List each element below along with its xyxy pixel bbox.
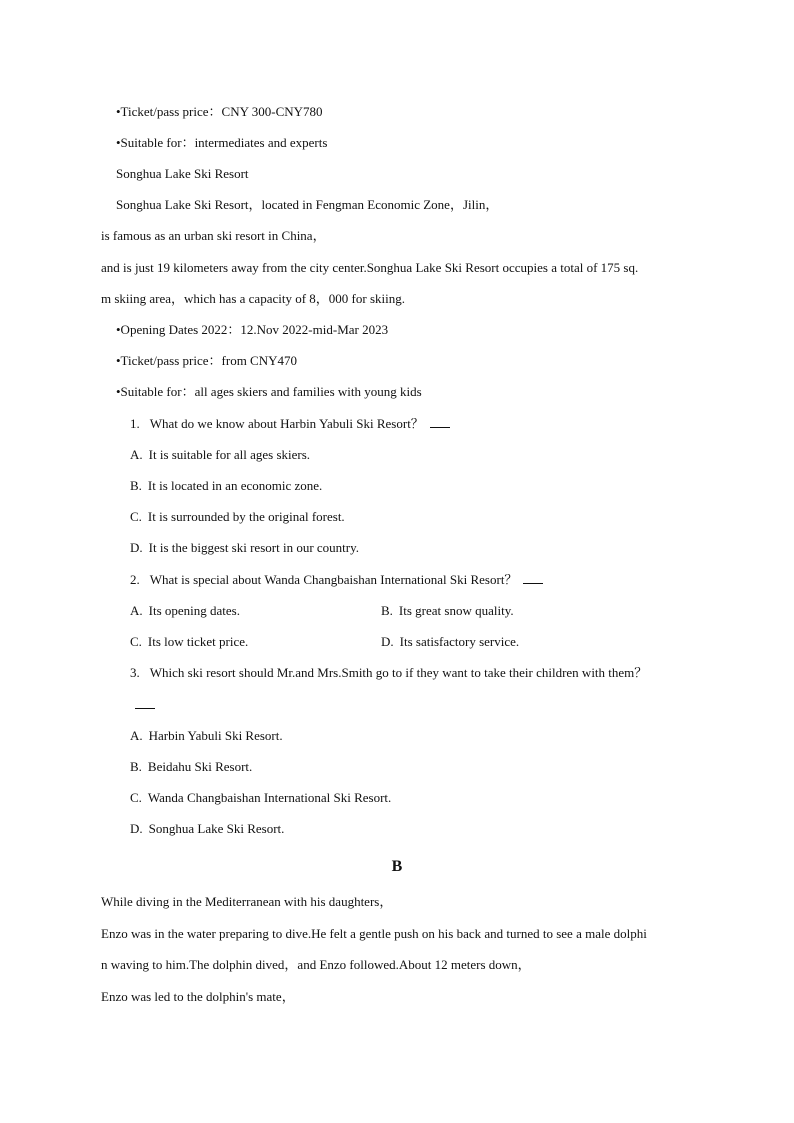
option-letter: D. xyxy=(130,540,143,555)
yabuli-price: •Ticket/pass price：CNY 300-CNY780 xyxy=(116,104,323,119)
option-text: Its opening dates. xyxy=(148,603,240,618)
q2-option-c[interactable] xyxy=(130,634,248,650)
question-1 xyxy=(130,416,450,432)
q1-option-c[interactable] xyxy=(130,509,345,525)
option-text: Harbin Yabuli Ski Resort. xyxy=(148,728,283,743)
option-letter: A. xyxy=(130,447,143,462)
option-text: Wanda Changbaishan International Ski Resort. xyxy=(147,790,392,805)
answer-blank[interactable] xyxy=(430,416,450,428)
option-letter: B. xyxy=(381,603,393,618)
answer-blank[interactable] xyxy=(135,697,155,709)
option-text: Beidahu Ski Resort. xyxy=(147,759,253,774)
option-text: Its satisfactory service. xyxy=(399,634,520,649)
option-text: Songhua Lake Ski Resort. xyxy=(148,821,285,836)
question-3 xyxy=(130,665,647,681)
q3-option-c[interactable] xyxy=(130,790,391,806)
q1-option-d[interactable] xyxy=(130,540,359,556)
question-2 xyxy=(130,572,543,588)
option-letter: D. xyxy=(381,634,394,649)
passage-line-2: Enzo was in the water preparing to dive.He felt a gentle push on his back and turned to see a male dolphi xyxy=(101,926,647,941)
q3-option-b[interactable] xyxy=(130,759,252,775)
option-letter: C. xyxy=(130,634,142,649)
section-heading: B xyxy=(391,858,403,875)
question-number: 1. xyxy=(130,416,140,431)
option-letter: A. xyxy=(130,603,143,618)
option-letter: B. xyxy=(130,759,142,774)
question-text: What do we know about Harbin Yabuli Ski Resort？ xyxy=(149,416,424,431)
option-letter: A. xyxy=(130,728,143,743)
q2-option-b[interactable] xyxy=(381,603,514,619)
songhua-dates: •Opening Dates 2022：12.Nov 2022-mid-Mar 2023 xyxy=(116,322,389,337)
q2-option-d[interactable] xyxy=(381,634,519,650)
q3-option-d[interactable] xyxy=(130,821,284,837)
passage-line-3: n waving to him.The dolphin dived，and Enzo followed.About 12 meters down， xyxy=(101,957,531,972)
songhua-suitable: •Suitable for：all ages skiers and families with young kids xyxy=(116,384,422,399)
question-number: 2. xyxy=(130,572,140,587)
q1-option-b[interactable] xyxy=(130,478,322,494)
yabuli-suitable: •Suitable for：intermediates and experts xyxy=(116,135,328,150)
option-text: It is suitable for all ages skiers. xyxy=(148,447,311,462)
songhua-title: Songhua Lake Ski Resort xyxy=(116,166,249,181)
option-text: It is surrounded by the original forest. xyxy=(147,509,345,524)
passage-line-4: Enzo was led to the dolphin's mate， xyxy=(101,989,295,1004)
option-text: Its great snow quality. xyxy=(398,603,514,618)
option-letter: C. xyxy=(130,790,142,805)
option-letter: B. xyxy=(130,478,142,493)
question-number: 3. xyxy=(130,665,140,680)
option-text: It is located in an economic zone. xyxy=(147,478,323,493)
option-text: It is the biggest ski resort in our country. xyxy=(148,540,360,555)
songhua-desc-line-1: Songhua Lake Ski Resort，located in Fengman Economic Zone，Jilin， xyxy=(116,197,499,212)
option-letter: D. xyxy=(130,821,143,836)
option-text: Its low ticket price. xyxy=(147,634,249,649)
songhua-desc-line-3: and is just 19 kilometers away from the city center.Songhua Lake Ski Resort occupies a total of 175 sq. xyxy=(101,260,639,275)
passage-line-1: While diving in the Mediterranean with his daughters， xyxy=(101,894,393,909)
q3-answer-line xyxy=(130,697,155,713)
answer-blank[interactable] xyxy=(523,572,543,584)
q1-option-a[interactable] xyxy=(130,447,310,463)
question-text: What is special about Wanda Changbaishan International Ski Resort？ xyxy=(149,572,518,587)
songhua-desc-line-4: m skiing area，which has a capacity of 8，000 for skiing. xyxy=(101,291,405,306)
option-letter: C. xyxy=(130,509,142,524)
q2-option-a[interactable] xyxy=(130,603,240,619)
songhua-desc-line-2: is famous as an urban ski resort in China， xyxy=(101,228,326,243)
songhua-price: •Ticket/pass price：from CNY470 xyxy=(116,353,297,368)
q3-option-a[interactable] xyxy=(130,728,283,744)
question-text: Which ski resort should Mr.and Mrs.Smith go to if they want to take their children with them？ xyxy=(149,665,648,680)
